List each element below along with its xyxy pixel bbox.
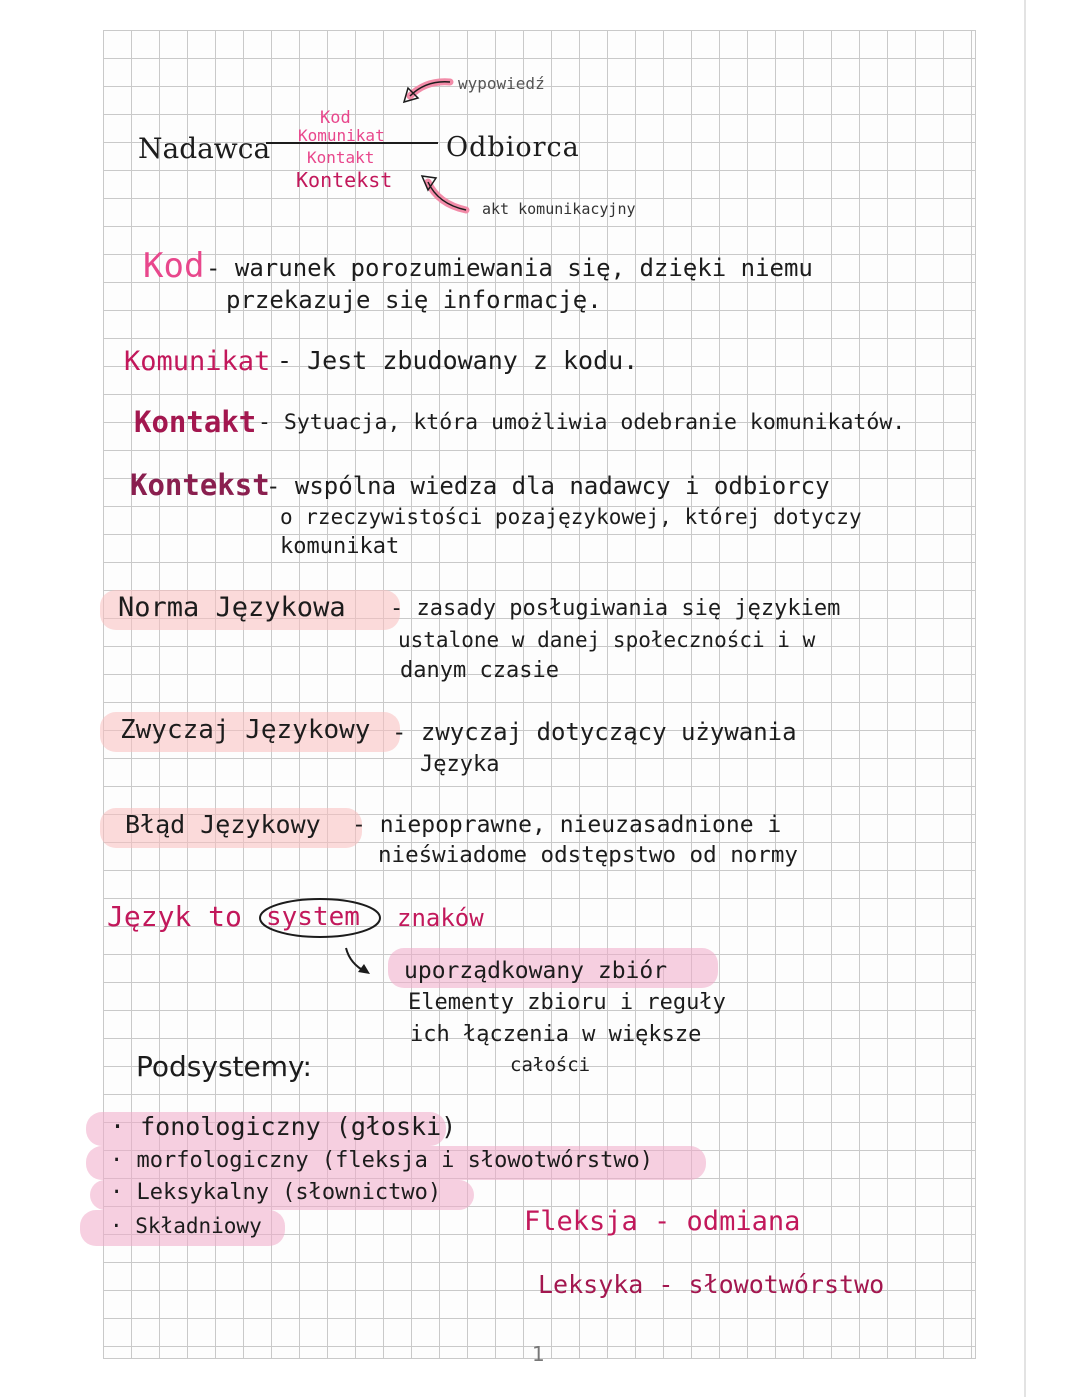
wypowiedz-arrow	[398, 76, 458, 106]
diagram-komunikat: Komunikat	[298, 126, 385, 145]
subsystem-item-1: · fonologiczny (głoski)	[110, 1112, 457, 1141]
subsystem-item-4: · Składniowy	[110, 1214, 262, 1238]
komunikat-term: Komunikat	[124, 346, 271, 377]
blad-term: Błąd Językowy	[125, 810, 321, 839]
norma-text-2: ustalone w danej społeczności i w	[398, 628, 816, 652]
kod-text-2: przekazuje się informację.	[226, 286, 602, 314]
norma-text-1: - zasady posługiwania się językiem	[390, 596, 841, 621]
norma-text-3: danym czasie	[400, 658, 559, 683]
blad-text-2: nieświadome odstępstwo od normy	[378, 842, 798, 868]
blad-text-1: - niepoprawne, nieuzasadnione i	[352, 812, 782, 838]
diagram-kod: Kod	[320, 108, 351, 128]
note-leksyka: Leksyka - słowotwórstwo	[538, 1270, 885, 1299]
kontakt-term: Kontakt	[134, 405, 257, 439]
system-circled: system	[266, 902, 360, 932]
system-lead: Język to	[107, 900, 242, 933]
diagram-odbiorca: Odbiorca	[446, 132, 580, 163]
system-arrow	[340, 944, 380, 980]
kod-text-1: - warunek porozumiewania się, dzięki niemu	[206, 254, 813, 282]
zwyczaj-text-1: - zwyczaj dotyczący używania	[392, 718, 797, 746]
system-desc-1: uporządkowany zbiór	[404, 958, 668, 984]
kontakt-text: - Sytuacja, która umożliwia odebranie komunikatów.	[258, 410, 906, 435]
komunikat-text: - Jest zbudowany z kodu.	[277, 346, 639, 375]
diagram-line	[266, 140, 441, 146]
kontekst-text-3: komunikat	[280, 534, 400, 559]
diagram-wypowiedz: wypowiedź	[458, 74, 545, 93]
kontekst-text-1: - wspólna wiedza dla nadawcy i odbiorcy	[266, 472, 830, 500]
page-number: 1	[532, 1342, 545, 1366]
diagram-kontakt: Kontakt	[307, 148, 375, 167]
subsystems-title: Podsystemy:	[136, 1050, 312, 1083]
akt-arrow	[418, 170, 478, 216]
diagram-akt: akt komunikacyjny	[482, 200, 636, 218]
page-edge	[1024, 0, 1026, 1397]
zwyczaj-term: Zwyczaj Językowy	[120, 715, 371, 745]
kod-term: Kod	[143, 246, 205, 286]
system-desc-2: Elementy zbioru i reguły	[408, 990, 726, 1015]
zwyczaj-text-2: Języka	[420, 752, 500, 777]
note-fleksja: Fleksja - odmiana	[524, 1206, 801, 1237]
diagram-nadawca: Nadawca	[138, 132, 271, 165]
diagram-kontekst: Kontekst	[296, 168, 393, 192]
kontekst-text-2: o rzeczywistości pozajęzykowej, której dotyczy	[280, 505, 862, 529]
system-desc-4: całości	[510, 1054, 591, 1076]
norma-term: Norma Językowa	[118, 592, 346, 623]
system-desc-3: ich łączenia w większe	[410, 1022, 702, 1047]
subsystem-item-3: · Leksykalny (słownictwo)	[110, 1180, 442, 1205]
system-tail: znaków	[397, 904, 484, 932]
subsystem-item-2: · morfologiczny (fleksja i słowotwórstwo)	[110, 1148, 654, 1173]
kontekst-term: Kontekst	[130, 468, 270, 502]
